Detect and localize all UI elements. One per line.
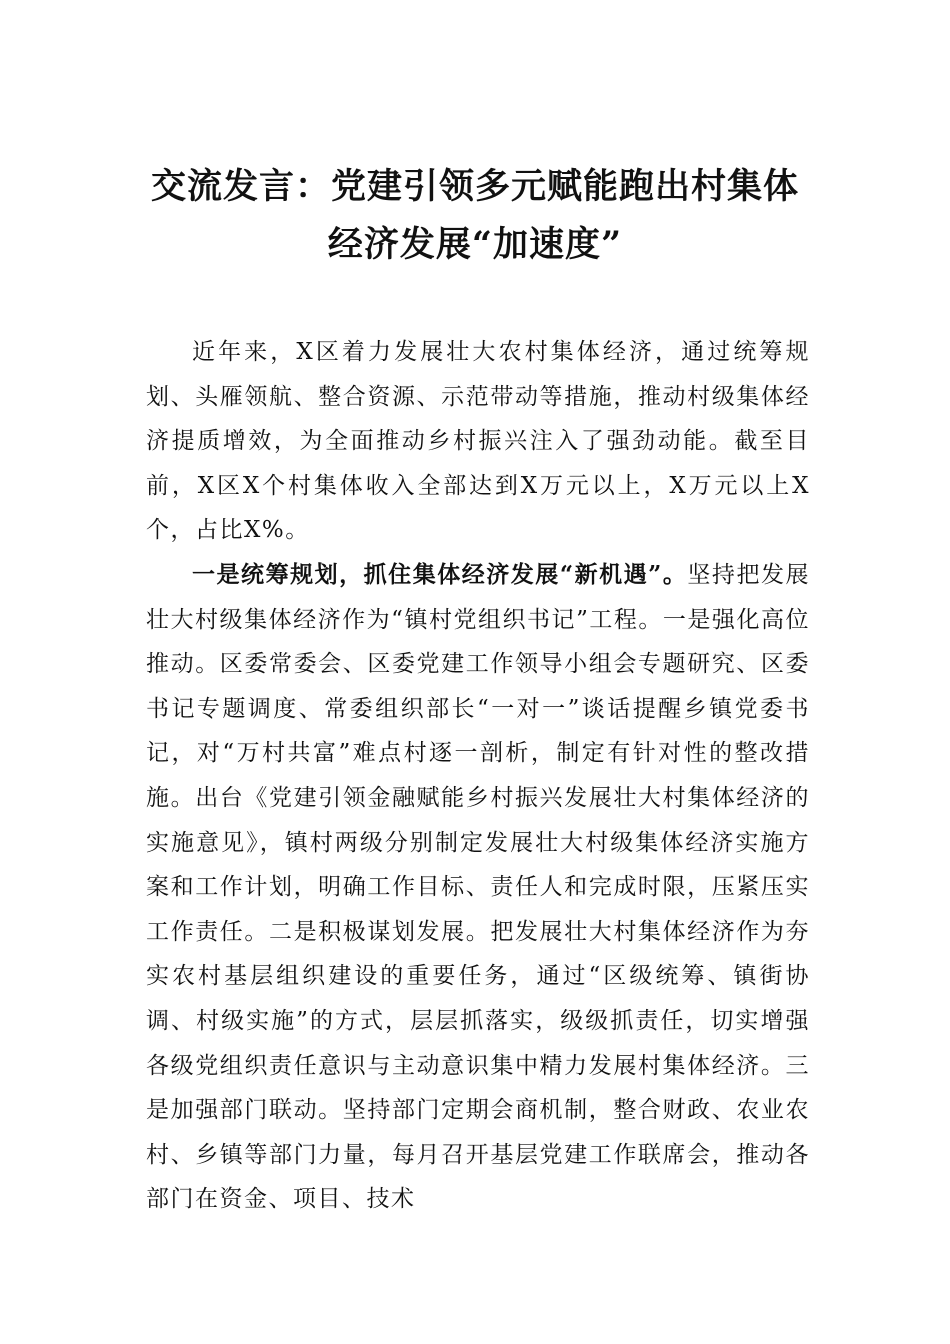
document-body (146, 330, 810, 1222)
section-one-heading: 一是统筹规划，抓住集体经济发展“新机遇”。 (192, 560, 688, 588)
title-line-1: 交流发言：党建引领多元赋能跑出村集体 (150, 166, 799, 207)
paragraph-intro (146, 330, 810, 553)
paragraph-section-one (146, 553, 810, 1222)
paragraph-intro-text: 近年来，X区着力发展壮大农村集体经济，通过统筹规划、头雁领航、整合资源、示范带动等措施，推动村级集体经济提质增效，为全面推动乡村振兴注入了强劲动能。截至目前，X区X个村集体收入全部达到X万元以上，X万元以上X个，占比X%。 (146, 339, 810, 544)
section-one-text: 坚持把发展壮大村级集体经济作为“镇村党组织书记”工程。一是强化高位推动。区委常委会、区委党建工作领导小组会专题研究、区委书记专题调度、常委组织部长“一对一”谈话提醒乡镇党委书记，对“万村共富”难点村逐一剖析，制定有针对性的整改措施。出台《党建引领金融赋能乡村振兴发展壮大村集体经济的实施意见》，镇村两级分别制定发展壮大村级集体经济实施方案和工作计划，明确工作目标、责任人和完成时限，压紧压实工作责任。二是积极谋划发展。把发展壮大村集体经济作为夯实农村基层组织建设的重要任务，通过“区级统筹、镇街协调、村级实施”的方式，层层抓落实，级级抓责任，切实增强各级党组织责任意识与主动意识集中精力发展村集体经济。三是加强部门联动。坚持部门定期会商机制，整合财政、农业农村、乡镇等部门力量，每月召开基层党建工作联席会，推动各部门在资金、项目、技术 (146, 561, 810, 1213)
document-title (120, 158, 830, 274)
title-line-2: 经济发展“加速度” (327, 224, 623, 265)
